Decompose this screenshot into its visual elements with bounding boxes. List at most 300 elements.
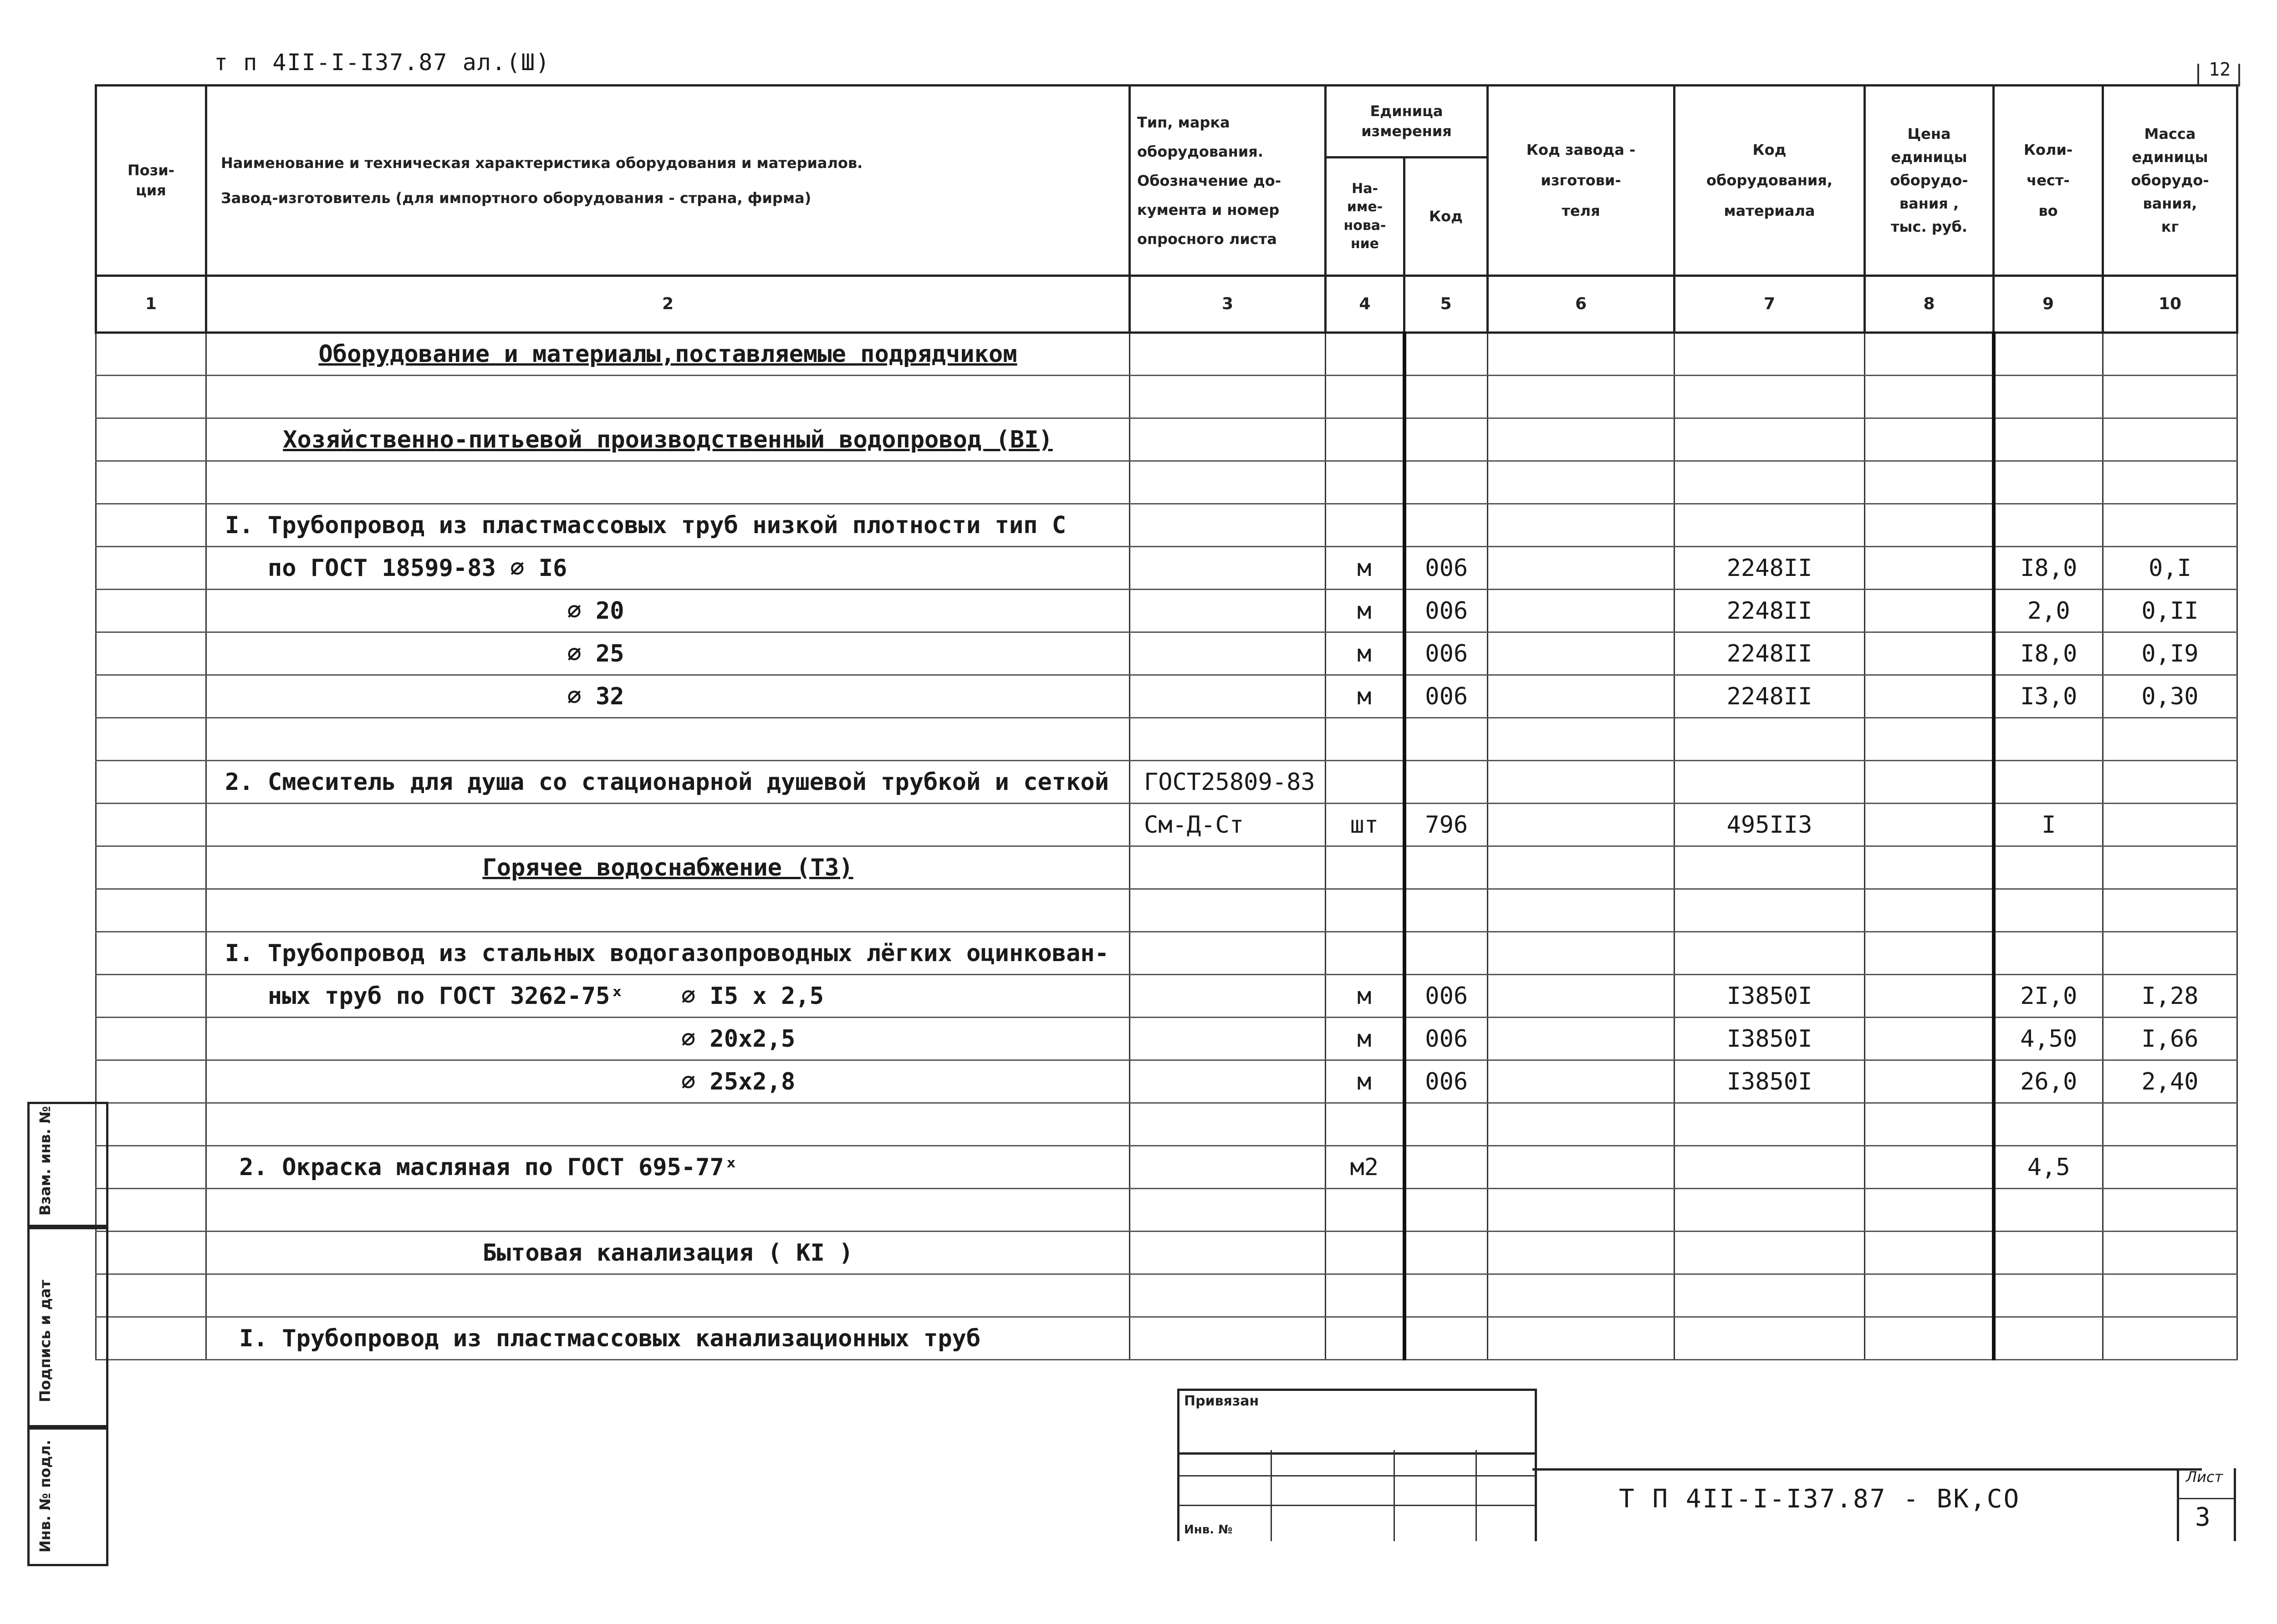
cell-maker-code [1488,1103,1675,1146]
cell-unit-code: 006 [1404,632,1488,675]
cell-maker-code [1488,932,1675,975]
blank-row [96,1103,2237,1146]
table-row [96,590,2237,632]
cell-name: ∅ 32 [206,675,1130,718]
cell-type: См-Д-Ст [1130,804,1326,846]
cell-unit-code [1404,376,1488,418]
cell-unit [1326,333,1404,376]
cell-unit-code [1404,932,1488,975]
cell-maker-code [1488,461,1675,504]
cell-equipment-code [1675,932,1865,975]
cell-unit-code [1404,1232,1488,1274]
cell-unit-code [1404,1274,1488,1317]
cell-type [1130,718,1326,761]
cell-quantity: 4,5 [1994,1146,2103,1189]
cell-equipment-code: I3850I [1675,975,1865,1018]
cell-price [1865,376,1994,418]
cell-type [1130,376,1326,418]
sheet-label: Лист [2186,1468,2223,1486]
cell-quantity [1994,718,2103,761]
blank-row [96,1274,2237,1317]
cell-unit-code [1404,1146,1488,1189]
cell-mass: 0,II [2103,590,2237,632]
cell-name [206,718,1130,761]
col-header-maker-code: Код завода - изготови- теля [1488,86,1675,276]
cell-name [206,1274,1130,1317]
cell-equipment-code [1675,1103,1865,1146]
cell-maker-code [1488,1317,1675,1360]
cell-position [96,376,206,418]
cell-type [1130,461,1326,504]
cell-unit [1326,718,1404,761]
cell-unit-code [1404,846,1488,889]
table-row [96,1146,2237,1189]
cell-price [1865,504,1994,547]
table-row [96,932,2237,975]
cell-unit [1326,418,1404,461]
cell-position [96,1232,206,1274]
cell-mass [2103,1146,2237,1189]
cell-unit: м [1326,547,1404,590]
cell-position [96,504,206,547]
cell-position [96,632,206,675]
cell-price [1865,1189,1994,1232]
blank-row [96,1189,2237,1232]
cell-name: I. Трубопровод из пластмассовых канализационных труб [206,1317,1130,1360]
cell-quantity [1994,846,2103,889]
cell-name: Оборудование и материалы,поставляемые подрядчиком [206,333,1130,376]
cell-position [96,547,206,590]
cell-mass [2103,1274,2237,1317]
cell-price [1865,547,1994,590]
cell-quantity: I8,0 [1994,547,2103,590]
cell-type [1130,1317,1326,1360]
cell-mass [2103,804,2237,846]
cell-unit: м [1326,632,1404,675]
cell-unit [1326,504,1404,547]
col-number: 9 [1994,276,2103,333]
cell-unit: м [1326,975,1404,1018]
col-header-quantity: Коли- чест- во [1994,86,2103,276]
cell-position [96,1189,206,1232]
section-heading-row [96,333,2237,376]
cell-equipment-code [1675,761,1865,804]
cell-maker-code [1488,804,1675,846]
cell-equipment-code [1675,718,1865,761]
table-row [96,1060,2237,1103]
cell-quantity: I8,0 [1994,632,2103,675]
cell-name [206,804,1130,846]
col-number: 8 [1865,276,1994,333]
cell-name: 2. Окраска масляная по ГОСТ 695-77ˣ [206,1146,1130,1189]
col-number: 5 [1404,276,1488,333]
cell-equipment-code [1675,418,1865,461]
col-number: 6 [1488,276,1675,333]
cell-unit [1326,1317,1404,1360]
cell-unit-code [1404,461,1488,504]
margin-label-replaced-inv: Взам. инв. № [36,1106,54,1216]
cell-name [206,376,1130,418]
cell-price [1865,846,1994,889]
sheet-box-line [2177,1498,2234,1499]
cell-maker-code [1488,675,1675,718]
section-heading-row [96,1232,2237,1274]
binding-stamp-label: Привязан [1184,1393,1259,1409]
cell-price [1865,632,1994,675]
col-header-type: Тип, марка оборудования. Обозначение до- кумента и номер опросного листа [1130,86,1326,276]
cell-name: I. Трубопровод из пластмассовых труб низкой плотности тип С [206,504,1130,547]
cell-unit-code [1404,1317,1488,1360]
cell-price [1865,1146,1994,1189]
cell-equipment-code [1675,504,1865,547]
cell-equipment-code: I3850I [1675,1018,1865,1060]
cell-maker-code [1488,1018,1675,1060]
corner-number: 12 [2209,59,2231,80]
cell-name: 2. Смеситель для душа со стационарной душевой трубкой и сеткой [206,761,1130,804]
cell-unit-code: 006 [1404,975,1488,1018]
cell-maker-code [1488,718,1675,761]
cell-unit [1326,1232,1404,1274]
table-row [96,975,2237,1018]
cell-price [1865,461,1994,504]
margin-label-inv-original: Инв. № подл. [36,1440,54,1553]
cell-maker-code [1488,846,1675,889]
cell-name [206,889,1130,932]
cell-name [206,1189,1130,1232]
cell-mass [2103,504,2237,547]
cell-maker-code [1488,761,1675,804]
cell-type [1130,1103,1326,1146]
cell-mass: I,28 [2103,975,2237,1018]
cell-type [1130,1232,1326,1274]
cell-position [96,718,206,761]
cell-maker-code [1488,1274,1675,1317]
cell-position [96,1060,206,1103]
col-header-unit-group: Единица измерения [1326,86,1488,158]
cell-quantity [1994,932,2103,975]
cell-type [1130,1189,1326,1232]
cell-quantity: 26,0 [1994,1060,2103,1103]
section-heading-row [96,846,2237,889]
cell-mass [2103,718,2237,761]
cell-quantity [1994,418,2103,461]
cell-maker-code [1488,376,1675,418]
cell-type [1130,590,1326,632]
col-header-name-line2: Завод-изготовитель (для импортного оборудования - страна, фирма) [221,189,812,207]
cell-maker-code [1488,1189,1675,1232]
col-header-equipment-code: Код оборудования, материала [1675,86,1865,276]
cell-mass [2103,418,2237,461]
blank-row [96,718,2237,761]
cell-maker-code [1488,504,1675,547]
cell-name [206,1103,1130,1146]
cell-position [96,804,206,846]
cell-mass: I,66 [2103,1018,2237,1060]
cell-position [96,975,206,1018]
corner-tick [2197,64,2199,87]
col-header-name-line1: Наименование и техническая характеристика оборудования и материалов. [221,154,863,172]
cell-price [1865,1274,1994,1317]
cell-maker-code [1488,975,1675,1018]
cell-type [1130,547,1326,590]
cell-price [1865,718,1994,761]
cell-unit [1326,1189,1404,1232]
cell-name: Хозяйственно-питьевой производственный водопровод (BI) [206,418,1130,461]
cell-equipment-code [1675,1317,1865,1360]
cell-position [96,1317,206,1360]
col-number: 2 [206,276,1130,333]
cell-unit: м2 [1326,1146,1404,1189]
cell-unit-code: 006 [1404,547,1488,590]
cell-quantity: I3,0 [1994,675,2103,718]
col-number: 3 [1130,276,1326,333]
table-row [96,632,2237,675]
cell-name: ∅ 25x2,8 [206,1060,1130,1103]
cell-unit-code: 796 [1404,804,1488,846]
cell-quantity [1994,376,2103,418]
stamp-line [1271,1450,1272,1541]
cell-mass [2103,1189,2237,1232]
cell-type [1130,504,1326,547]
stamp-line [1179,1475,1535,1476]
cell-unit-code [1404,418,1488,461]
cell-name: ∅ 20x2,5 [206,1018,1130,1060]
cell-mass: 0,I9 [2103,632,2237,675]
cell-maker-code [1488,889,1675,932]
cell-quantity [1994,1232,2103,1274]
cell-price [1865,675,1994,718]
cell-mass: 0,I [2103,547,2237,590]
cell-unit [1326,376,1404,418]
cell-position [96,333,206,376]
cell-unit [1326,932,1404,975]
cell-type [1130,1274,1326,1317]
cell-unit-code [1404,504,1488,547]
cell-equipment-code [1675,1232,1865,1274]
col-header-unit-name: На- име- нова- ние [1326,158,1404,276]
cell-unit [1326,889,1404,932]
cell-quantity: I [1994,804,2103,846]
cell-type [1130,1146,1326,1189]
cell-maker-code [1488,333,1675,376]
cell-position [96,846,206,889]
table-row [96,675,2237,718]
cell-type [1130,1060,1326,1103]
specification-body [96,333,2237,1360]
cell-name: по ГОСТ 18599-83 ∅ I6 [206,547,1130,590]
cell-unit-code: 006 [1404,1060,1488,1103]
col-header-mass: Масса единицы оборудо- вания, кг [2103,86,2237,276]
cell-position [96,461,206,504]
cell-type: ГОСТ25809-83 [1130,761,1326,804]
cell-price [1865,1103,1994,1146]
cell-name: ∅ 20 [206,590,1130,632]
cell-unit-code [1404,889,1488,932]
cell-position [96,1274,206,1317]
cell-name: ∅ 25 [206,632,1130,675]
cell-mass [2103,333,2237,376]
cell-name: ных труб по ГОСТ 3262-75ˣ ∅ I5 x 2,5 [206,975,1130,1018]
cell-quantity [1994,333,2103,376]
col-header-position: Пози- ция [96,86,206,276]
cell-equipment-code: 2248II [1675,590,1865,632]
cell-position [96,1018,206,1060]
cell-maker-code [1488,1232,1675,1274]
cell-position [96,1103,206,1146]
cell-maker-code [1488,590,1675,632]
cell-name: Бытовая канализация ( KI ) [206,1232,1130,1274]
cell-position [96,761,206,804]
cell-mass [2103,461,2237,504]
cell-unit [1326,761,1404,804]
cell-maker-code [1488,418,1675,461]
cell-equipment-code: 2248II [1675,632,1865,675]
cell-type [1130,632,1326,675]
cell-unit-code [1404,1189,1488,1232]
cell-maker-code [1488,1060,1675,1103]
cell-type [1130,846,1326,889]
cell-mass [2103,376,2237,418]
cell-unit [1326,1274,1404,1317]
cell-maker-code [1488,632,1675,675]
cell-position [96,590,206,632]
cell-price [1865,804,1994,846]
table-row [96,504,2237,547]
cell-type [1130,889,1326,932]
cell-unit: м [1326,1018,1404,1060]
cell-quantity [1994,1274,2103,1317]
cell-unit [1326,461,1404,504]
document-header: т п 4II-I-I37.87 ал.(Ш) [214,49,551,76]
stamp-line [1394,1450,1395,1541]
cell-equipment-code [1675,1274,1865,1317]
blank-row [96,376,2237,418]
cell-mass [2103,1317,2237,1360]
sheet-number: 3 [2195,1502,2211,1532]
document-code: Т П 4II-I-I37.87 - ВК,СО [1619,1484,2021,1514]
cell-unit: м [1326,675,1404,718]
cell-unit [1326,846,1404,889]
cell-unit-code: 006 [1404,1018,1488,1060]
cell-equipment-code: 495II3 [1675,804,1865,846]
cell-price [1865,975,1994,1018]
cell-unit [1326,1103,1404,1146]
cell-type [1130,333,1326,376]
blank-row [96,889,2237,932]
cell-equipment-code [1675,889,1865,932]
cell-equipment-code [1675,376,1865,418]
cell-unit: м [1326,1060,1404,1103]
table-row [96,547,2237,590]
cell-unit-code [1404,333,1488,376]
cell-maker-code [1488,1146,1675,1189]
cell-equipment-code [1675,1146,1865,1189]
cell-name [206,461,1130,504]
cell-position [96,1146,206,1189]
cell-type [1130,932,1326,975]
cell-price [1865,418,1994,461]
cell-equipment-code [1675,846,1865,889]
cell-unit-code: 006 [1404,590,1488,632]
cell-quantity [1994,461,2103,504]
cell-quantity [1994,1189,2103,1232]
col-header-name [206,86,1130,276]
cell-quantity: 2I,0 [1994,975,2103,1018]
cell-quantity [1994,504,2103,547]
blank-row [96,461,2237,504]
col-header-price: Цена единицы оборудо- вания , тыс. руб. [1865,86,1994,276]
cell-price [1865,1232,1994,1274]
cell-equipment-code: I3850I [1675,1060,1865,1103]
cell-position [96,932,206,975]
cell-unit-code: 006 [1404,675,1488,718]
cell-mass [2103,846,2237,889]
corner-tick [2238,64,2240,87]
cell-quantity [1994,889,2103,932]
cell-mass [2103,889,2237,932]
cell-quantity: 2,0 [1994,590,2103,632]
cell-quantity [1994,1103,2103,1146]
cell-type [1130,1018,1326,1060]
cell-price [1865,1060,1994,1103]
cell-equipment-code [1675,333,1865,376]
cell-type [1130,418,1326,461]
table-row [96,804,2237,846]
col-number: 1 [96,276,206,333]
cell-type [1130,975,1326,1018]
cell-equipment-code [1675,1189,1865,1232]
margin-label-signature: Подпись и дат [36,1279,54,1402]
cell-equipment-code: 2248II [1675,547,1865,590]
cell-unit: м [1326,590,1404,632]
table-row [96,1018,2237,1060]
title-block-line [1532,1468,2202,1471]
table-row [96,1317,2237,1360]
cell-type [1130,675,1326,718]
cell-position [96,418,206,461]
cell-mass: 2,40 [2103,1060,2237,1103]
cell-price [1865,932,1994,975]
cell-unit-code [1404,718,1488,761]
cell-unit-code [1404,761,1488,804]
cell-quantity [1994,761,2103,804]
cell-unit-code [1404,1103,1488,1146]
cell-price [1865,761,1994,804]
cell-price [1865,590,1994,632]
col-header-unit-code: Код [1404,158,1488,276]
cell-quantity: 4,50 [1994,1018,2103,1060]
cell-quantity [1994,1317,2103,1360]
cell-unit: шт [1326,804,1404,846]
cell-name: I. Трубопровод из стальных водогазопроводных лёгких оцинкован- [206,932,1130,975]
cell-mass [2103,761,2237,804]
cell-name: Горячее водоснабжение (Т3) [206,846,1130,889]
cell-price [1865,333,1994,376]
stamp-line [1475,1450,1477,1541]
cell-mass [2103,1103,2237,1146]
inv-number-label: Инв. № [1184,1523,1233,1537]
table-row [96,761,2237,804]
stamp-line [1179,1505,1535,1506]
cell-price [1865,1018,1994,1060]
cell-equipment-code [1675,461,1865,504]
col-number: 7 [1675,276,1865,333]
cell-equipment-code: 2248II [1675,675,1865,718]
cell-position [96,889,206,932]
cell-mass [2103,1232,2237,1274]
cell-position [96,675,206,718]
cell-maker-code [1488,547,1675,590]
